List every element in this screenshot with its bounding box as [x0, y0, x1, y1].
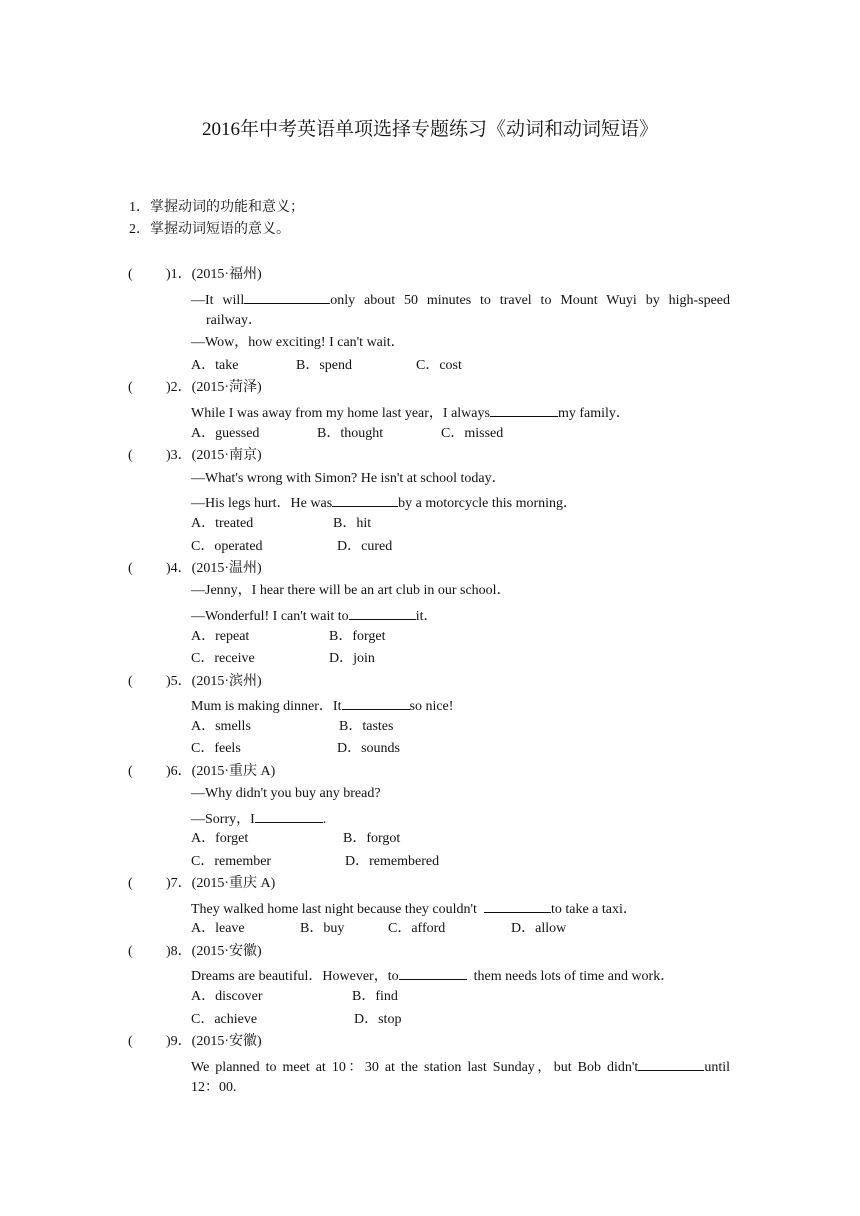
option-a: A．treated [191, 516, 254, 531]
question-line: —It will only about 50 minutes to travel to Mount Wuyi by high-speed [191, 289, 730, 310]
question-number: )8．(2015·安徽) [166, 944, 262, 959]
answer-blank [342, 695, 410, 710]
answer-paren-open: ( [128, 561, 133, 576]
question-line: —His legs hurt．He was by a motorcycle this morning． [191, 492, 577, 513]
option-b: B．find [352, 989, 398, 1004]
objective-2: 2．掌握动词短语的意义。 [129, 222, 290, 237]
question-number: )1．(2015·福州) [166, 267, 262, 282]
answer-paren-open: ( [128, 1034, 133, 1049]
question-line: —Jenny，I hear there will be an art club in our school． [191, 583, 511, 598]
option-c: C．operated [191, 539, 263, 554]
question-line: —Wow，how exciting! I can't wait． [191, 335, 405, 350]
answer-blank [638, 1056, 704, 1071]
option-d: D．join [329, 651, 375, 666]
question-number: )2．(2015·菏泽) [166, 380, 262, 395]
option-c: C．missed [441, 426, 504, 441]
option-c: C．remember [191, 854, 272, 869]
question-line: Mum is making dinner．It so nice! [191, 695, 453, 716]
option-d: D．cured [337, 539, 393, 554]
question-line: railway． [206, 313, 262, 328]
question-line: —What's wrong with Simon? He isn't at school today． [191, 471, 506, 486]
option-d: D．allow [511, 921, 567, 936]
answer-paren-open: ( [128, 380, 133, 395]
question-line: 12：00. [191, 1080, 237, 1095]
objective-1: 1．掌握动词的功能和意义； [129, 200, 304, 215]
answer-blank [349, 605, 416, 620]
option-a: A．smells [191, 719, 251, 734]
answer-blank [484, 898, 551, 913]
question-line: —Sorry，I . [191, 808, 326, 829]
option-c: C．receive [191, 651, 255, 666]
question-number: )5．(2015·滨州) [166, 674, 262, 689]
option-d: D．remembered [345, 854, 440, 869]
option-c: C．afford [388, 921, 446, 936]
answer-paren-open: ( [128, 448, 133, 463]
answer-paren-open: ( [128, 674, 133, 689]
answer-paren-open: ( [128, 267, 133, 282]
option-c: C．cost [416, 358, 462, 373]
answer-blank [490, 402, 558, 417]
page-title: 2016年中考英语单项选择专题练习《动词和动词短语》 [201, 119, 658, 140]
question-line: We planned to meet at 10：30 at the station last Sunday，but Bob didn't until [191, 1056, 730, 1077]
answer-paren-open: ( [128, 944, 133, 959]
option-d: D．stop [354, 1012, 402, 1027]
answer-paren-open: ( [128, 764, 133, 779]
answer-blank [255, 808, 323, 823]
option-b: B．thought [317, 426, 384, 441]
question-number: )3．(2015·南京) [166, 448, 262, 463]
option-b: B．buy [300, 921, 345, 936]
option-b: B．tastes [339, 719, 394, 734]
question-line: While I was away from my home last year，I always my family． [191, 402, 630, 423]
question-line: —Why didn't you buy any bread? [191, 786, 381, 801]
answer-blank [399, 965, 467, 980]
question-line: —Wonderful! I can't wait to it． [191, 605, 437, 626]
option-a: A．take [191, 358, 239, 373]
option-a: A．leave [191, 921, 245, 936]
option-a: A．forget [191, 831, 249, 846]
question-line: They walked home last night because they couldn't to take a taxi． [191, 898, 637, 919]
answer-blank [332, 492, 398, 507]
question-number: )6．(2015·重庆 A) [166, 764, 276, 779]
option-a: A．guessed [191, 426, 260, 441]
option-c: C．achieve [191, 1012, 258, 1027]
option-b: B．forgot [343, 831, 401, 846]
option-b: B．forget [329, 629, 386, 644]
option-c: C．feels [191, 741, 241, 756]
question-line: Dreams are beautiful．However，to them needs lots of time and work． [191, 965, 674, 986]
option-a: A．discover [191, 989, 263, 1004]
answer-blank [244, 289, 330, 304]
question-number: )4．(2015·温州) [166, 561, 262, 576]
question-number: )9．(2015·安徽) [166, 1034, 262, 1049]
question-number: )7．(2015·重庆 A) [166, 876, 276, 891]
answer-paren-open: ( [128, 876, 133, 891]
option-b: B．spend [296, 358, 352, 373]
option-d: D．sounds [337, 741, 401, 756]
option-b: B．hit [333, 516, 372, 531]
option-a: A．repeat [191, 629, 250, 644]
